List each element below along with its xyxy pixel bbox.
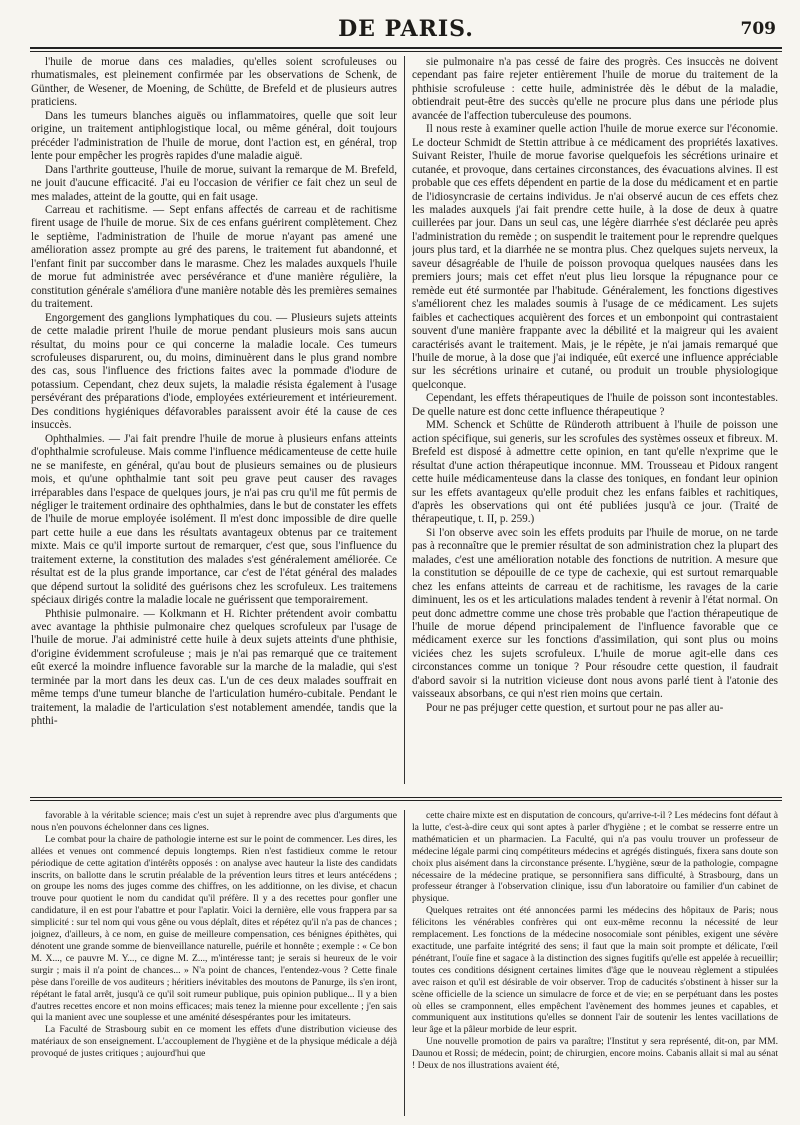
paragraph-engorgement: Engorgement des ganglions lymphatiques du cou. — Plusieurs sujets atteints de cette maladie prirent l'huile de morue pendant plusieurs mois sans aucun résultat, du moins pour ce qui concerne la maladie locale. Ces tumeurs scrofuleuses disparurent, ou, du moins, diminuèrent dans le plus grand nombre des cas, sous l'influence des frictions faites avec la pommade d'iodure de potassium. Cependant, chez deux sujets, la maladie résista également à l'usage persévérant des préparations d'iode, employées extérieurement et intérieurement. Des conditions hygiéniques défavorables paraissent avoir été la cause de ces insuccès. [31, 311, 397, 432]
column-rule [404, 56, 405, 784]
paragraph: cette chaire mixte est en disputation de concours, qu'arrive-t-il ? Les médecins font défaut à la lutte, c'est-à-dire ceux qui sont aptes à parler d'hygiène ; et le combat se resserre entre un mathématicien et un pharmacien. La Faculté, qui n'a pas voulu trouver un professeur de médecine légale parmi cinq compétiteurs médecins et agrégés distingués, fixera sans doute son choix plus aisément dans la circonstance présente. L'hygiène, sœur de la pathologie, compagne nécessaire de la médecine pratique, se personnifiera sans difficulté, à Strasbourg, dans un professeur étranger à l'observation clinique, issu d'un laboratoire ou familier d'un cabinet de physique. [412, 810, 778, 905]
running-title: DE PARIS. [338, 16, 474, 42]
paragraph: Quelques retraites ont été annoncées parmi les médecins des hôpitaux de Paris; nous félicitons les vénérables confrères qui ont eux-même reconnu la nécessité de leur remplacement. Les fonctions de la médecine nosocomiale sont pénibles, exigent une sévère exactitude, une parfaite intégrité des sens; il faut que la main soit prompte et délicate, l'œil pénétrant, l'ouïe fine et sagace à la distinction des signes fugitifs qu'elle est appelée à recueillir; toutes ces conditions désignent certaines limites d'âge que le nouveau règlement a stipulées avec raison et qu'il est désirable de voir observer. Trop de caducités s'obstinent à hisser sur la scène officielle de la science un simulacre de force et de vie; en se perpétuant dans les postes où elles se cramponnent, elles empêchent l'avènement des hommes jeunes et capables, et communiquent aux institutions qu'elles se donnent l'air de soutenir les lentes vacillations de leur âge et la pâleur morbide de leur esprit. [412, 905, 778, 1036]
page-number: 709 [740, 19, 776, 39]
top-left-column [31, 56, 397, 784]
paragraph: La Faculté de Strasbourg subit en ce moment les effets d'une distribution vicieuse des matériaux de son enseignement. L'accouplement de l'hygiène et de la physique médicale a déjà provoqué de justes critiques ; aujourd'hui que [31, 1024, 397, 1060]
section-rule-double [30, 800, 782, 801]
column-rule [404, 810, 405, 1116]
paragraph: Dans l'arthrite goutteuse, l'huile de morue, suivant la remarque de M. Brefeld, ne jouit d'aucune efficacité. J'ai eu l'occasion de vérifier ce fait chez un seul de mes malades, atteint de la goutte, qui en fait usage. [31, 163, 397, 203]
top-right-column [412, 56, 778, 784]
paragraph: l'huile de morue dans ces maladies, qu'elles soient scrofuleuses ou rhumatismales, est pleinement confirmée par les observations de Schenk, de Günther, de Wesener, de Moening, de Schütte, de Brefeld et de plusieurs autres praticiens. [31, 56, 397, 109]
paragraph-carreau: Carreau et rachitisme. — Sept enfans affectés de carreau et de rachitisme firent usage de l'huile de morue. Six de ces enfans guérirent complètement. Chez le septième, l'administration de l'huile de morue n'ayant pas amené une amélioration assez prompte au gré des parens, le traitement fut abandonné, et l'enfant finit par succomber dans le marasme. Chez les malades auxquels l'huile de morue fut administrée avec persévérance et d'une manière régulière, la constitution générale s'améliora d'une manière notable dès les premières semaines du traitement. [31, 203, 397, 311]
feuilleton-left-column [31, 810, 397, 1116]
paragraph: sie pulmonaire n'a pas cessé de faire des progrès. Ces insuccès ne doivent cependant pas faire rejeter entièrement l'huile de morue du traitement de la phthisie scrofuleuse : cette huile, administrée dès le début de la maladie, obtiendrait peut-être des succès qu'elle ne procure plus dans une période plus avancée de l'affection tuberculeuse des poumons. [412, 56, 778, 122]
paragraph: Une nouvelle promotion de pairs va paraître; l'Institut y sera représenté, dit-on, par MM. Daunou et Rossi; de médecin, point; de chirurgien, encore moins. Cabanis allait si mal au sénat ! Deux de nos illustrations avaient été, [412, 1036, 778, 1072]
feuilleton-right-column [412, 810, 778, 1116]
section-rule [30, 797, 782, 798]
paragraph: Pour ne pas préjuger cette question, et surtout pour ne pas aller au- [426, 701, 724, 714]
paragraph: Il nous reste à examiner quelle action l'huile de morue exerce sur l'économie. Le docteur Schmidt de Stettin attribue à ce médicament des propriétés laxatives. Suivant Reister, l'huile de morue favorise quelquefois les sécrétions urinaire et cutanée, et provoque, dans certaines circonstances, des évacuations alvines. Il est probable que ces effets dépendent en partie de la dose du médicament et en partie de l'idiosyncrasie de certains individus. Je n'ai observé aucun de ces effets chez les malades auxquels j'ai fait prendre cette huile, à la dose de deux à quatre cuillerées par jour. Dans un seul cas, une légère diarrhée s'est déclarée peu après l'administration du remède ; on suspendit le traitement pour le reprendre quelques jours plus tard, et la diarrhée ne se montra plus. Chez quelques sujets nerveux, la saveur désagréable de l'huile de poisson provoqua quelques nausées dans les premiers jours; mais cet effet n'eut plus lieu lorsque la répugnance pour ce remède eut été surmontée par l'habitude. Généralement, les fonctions digestives s'améliorent chez les malades soumis à l'usage de ce médicament. Les sujets faibles et cachectiques acquièrent des forces et un embonpoint qui contrastaient souvent d'une manière frappante avec la débilité et la maigreur qui les avaient caractérisés avant le traitement. Mais, je le répète, je n'ai jamais remarqué que l'huile de morue, à la dose que j'ai indiquée, eût exercé une influence appréciable sur les sécrétions urinaire et cutané, ou produit un trouble physiologique quelconque. [412, 123, 778, 391]
paragraph: Dans les tumeurs blanches aiguës ou inflammatoires, quelle que soit leur origine, un traitement antiphlogistique local, ou même général, doit toujours précéder l'administration de l'huile de morue, dont l'action est, en général, trop lente pour empêcher les progrès rapides d'une maladie aiguë. [31, 109, 397, 163]
paragraph-phthisie: Phthisie pulmonaire. — Kolkmann et H. Richter prétendent avoir combattu avec avantage la phthisie pulmonaire chez quelques scrofuleux par l'usage de l'huile de morue. J'ai administré cette huile à deux sujets atteints d'une phthisie, d'origine évidemment scrofuleuse ; mais je n'ai pas remarqué que ce traitement eût exercé la moindre influence favorable sur la marche de la maladie, qui s'est terminée par la mort dans les deux cas. L'un de ces deux malades souffrait en même temps d'une tumeur blanche de l'articulation huméro-cubitale. Pendant le traitement, la maladie de l'articulation s'est notablement amendée, tandis que la phthi- [31, 607, 397, 728]
header-rule [30, 47, 782, 52]
paragraph: Si l'on observe avec soin les effets produits par l'huile de morue, on ne tarde pas à reconnaître que le premier résultat de son administration chez la plupart des malades, c'est une amélioration notable des fonctions de nutrition. A mesure que la constitution se dépouille de ce type de cachexie, qui est surtout remarquable chez les enfans atteints de carreau et de rachitisme, les ravages de la carie diminuent, les os et les articulations malades tendent à revenir à l'état normal. On peut donc admettre comme une chose très probable que l'action thérapeutique de l'huile de morue dépend principalement de l'influence favorable que ce médicament exerce sur les fonctions d'assimilation, qui sont plus ou moins viciées chez les sujets scrofuleux. L'huile de morue agit-elle dans ces circonstances comme un tonique ? Pour résoudre cette question, il faudrait d'abord savoir si la nutrition vicieuse dont nous avons parlé tient à l'atonie des vaisseaux absorbans, ce qui n'est rien moins que certain. [412, 526, 778, 701]
paragraph: MM. Schenck et Schütte de Ründeroth attribuent à l'huile de poisson une action spécifique, sui generis, sur les scrofules des systèmes osseux et fibreux. M. Brefeld est disposé à admettre cette opinion, en tant qu'elle n'exprime que le résultat d'une action thérapeutique inconnue. MM. Trousseau et Pidoux rangent cette huile médicamenteuse dans la classe des toniques, en fondant leur opinion sur les effets avantageux qu'elle produit chez les enfans faibles et rachitiques, d'après les observations qui ont été publiées jusqu'à ce jour. (Traité de thérapeutique, t. II, p. 259.) [412, 419, 778, 526]
paragraph: favorable à la véritable science; mais c'est un sujet à reprendre avec plus d'arguments que nous n'en pouvons échelonner dans ces lignes. [31, 810, 397, 833]
paragraph: Le combat pour la chaire de pathologie interne est sur le point de commencer. Les dires, les allées et venues ont commencé depuis longtemps. Rien n'est fastidieux comme le retour périodique de cette agitation d'intérêts opposés : on analyse avec hauteur la liste des candidats inscrits, on ballotte dans le scrutin préalable de la prévention leurs titres et leurs antécédens ; on groupe les noms des juges comme des chiffres, on les additionne, on les divise, et chacun trouve pour quotient le nom du candidat qu'il préfère. Il y a des recettes pour gonfler une candidature, il en est pour l'abattre et pour l'aplatir. Voici la dernière, elle vous frappera par sa simplicité : sur tel nom qui vous gêne ou vous déplaît, dites et répétez qu'il n'a pas de chances ; joignez, d'ailleurs, à ce nom, en guise de meilleure compensation, ces bénignes épithètes, qui dénotent une grande somme de bienveillance naturelle, puérile et honnête ; exemple : « Ce bon M. X..., ce pauvre M. Y..., ce digne M. Z..., m'intéresse tant; je serais si heureux de le voir surgir ; mais il n'a point de chances... » N'a point de chances, l'entendez-vous ? Cette finale pèse dans l'oreille de vos auditeurs ; héritiers inévitables des moutons de Panurge, ils s'en iront, répétant le fatal arrêt, jusqu'à ce qu'il soit rumeur publique, puis opinion publique... Il y a bien d'autres recettes encore et non moins efficaces; mais tenez la mienne pour excellente ; j'en sais qui la manient avec une souplesse et une aménité désespérantes pour les imitateurs. [31, 833, 397, 1024]
page-header [30, 16, 782, 46]
paragraph-ophthalmies: Ophthalmies. — J'ai fait prendre l'huile de morue à plusieurs enfans atteints d'ophthalmie scrofuleuse. Mais comme l'influence médicamenteuse de cette huile ne se manifeste, en général, qu'au bout de plusieurs semaines ou de plusieurs mois, et qu'une ophthalmie tant soit peu grave peut causer des ravages irréparables dans l'espace de quelques jours, je n'ai pas cru qu'il me fût permis de négliger le traitement ordinaire des ophthalmies, dans le but de constater les effets de l'huile de morue employée isolément. Il m'est donc impossible de dire quelle part cette huile a eue dans les résultats avantageux obtenus par ce traitement mixte. Mais ce qu'il importe surtout de remarquer, c'est que, sous l'influence du traitement externe, la constitution des malades s'est généralement améliorée. Ce résultat est de la plus grande importance, car c'est de l'état général des malades que dépend surtout la solidité des guérisons chez les scrofuleux. Les traitemens spéciaux dirigés contre la maladie locale ne guérissent que temporairement. [31, 432, 397, 607]
paragraph: Cependant, les effets thérapeutiques de l'huile de poisson sont incontestables. De quelle nature est donc cette influence thérapeutique ? [412, 392, 778, 418]
